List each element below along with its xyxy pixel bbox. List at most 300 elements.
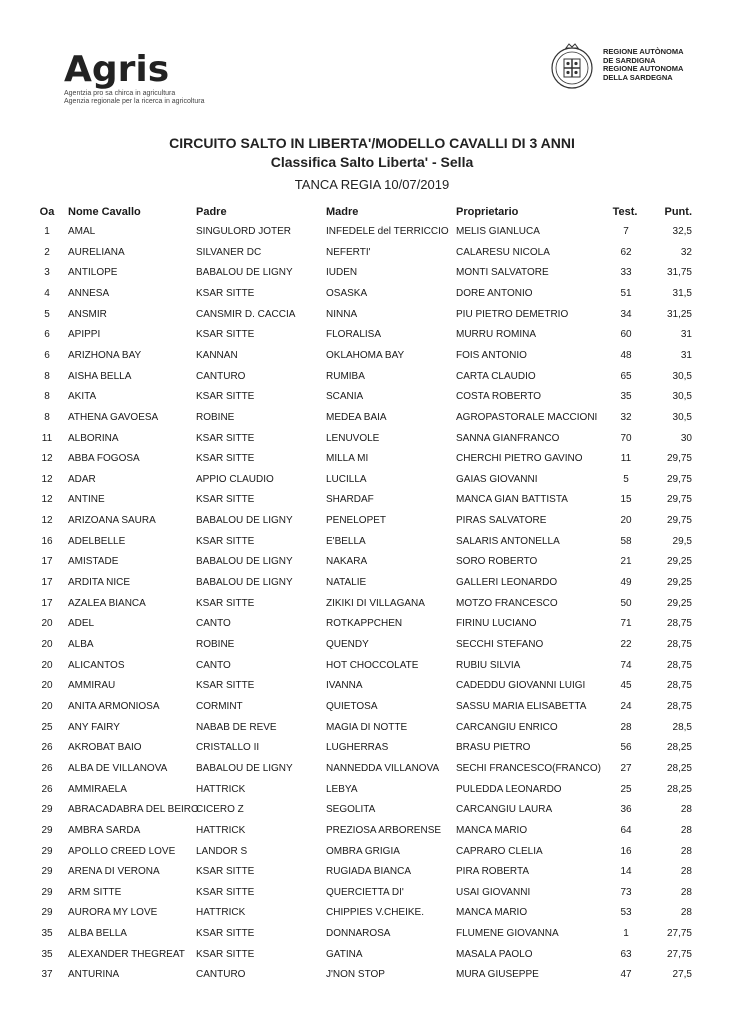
cell-prop: MASALA PAOLO — [456, 948, 533, 960]
cell-padre: CANTURO — [196, 969, 246, 981]
cell-prop: SECHI FRANCESCO(FRANCO) — [456, 762, 602, 774]
cell-punt: 29,5 — [672, 535, 692, 547]
cell-punt: 29,75 — [666, 453, 692, 465]
cell-punt: 28 — [680, 907, 692, 919]
cell-pos: 29 — [41, 886, 53, 898]
cell-name: ADAR — [68, 473, 96, 485]
cell-madre: MILLA MI — [326, 453, 369, 465]
table-row — [0, 387, 744, 408]
cell-punt: 31,5 — [672, 287, 692, 299]
cell-madre: NEFERTI' — [326, 246, 371, 258]
cell-pos: 20 — [41, 680, 53, 692]
cell-padre: CANTO — [196, 659, 231, 671]
cell-test: 16 — [620, 845, 632, 857]
cell-name: ARIZOANA SAURA — [68, 515, 156, 527]
table-row — [0, 243, 744, 264]
table-row — [0, 573, 744, 594]
logo-subtitle-italian: Agenzia regionale per la ricerca in agricoltura — [64, 98, 205, 105]
cell-pos: 12 — [41, 473, 53, 485]
cell-padre: HATTRICK — [196, 824, 246, 836]
cell-prop: GALLERI LEONARDO — [456, 577, 558, 589]
cell-punt: 30,5 — [672, 370, 692, 382]
cell-punt: 29,75 — [666, 473, 692, 485]
cell-test: 51 — [620, 287, 632, 299]
cell-prop: PIU PIETRO DEMETRIO — [456, 308, 569, 320]
cell-test: 71 — [620, 618, 632, 630]
cell-name: ALBA — [68, 639, 94, 650]
cell-test: 74 — [620, 659, 632, 671]
cell-name: APOLLO CREED LOVE — [68, 845, 176, 857]
cell-test: 32 — [620, 411, 632, 423]
cell-prop: MANCA MARIO — [456, 907, 528, 919]
cell-name: ANSMIR — [68, 308, 107, 320]
cell-pos: 25 — [41, 721, 53, 733]
cell-punt: 28 — [680, 845, 692, 857]
cell-punt: 28 — [680, 866, 692, 878]
document-subtitle: Classifica Salto Liberta' - Sella — [270, 154, 474, 170]
cell-padre: CANSMIR D. CACCIA — [196, 308, 296, 320]
cell-pos: 29 — [41, 824, 53, 836]
cell-punt: 29,75 — [666, 515, 692, 527]
cell-punt: 30,5 — [672, 391, 692, 403]
cell-name: AMISTADE — [68, 556, 119, 568]
cell-punt: 28,75 — [666, 639, 692, 650]
cell-padre: KSAR SITTE — [196, 535, 255, 547]
cell-prop: MANCA MARIO — [456, 824, 528, 836]
cell-name: AMMIRAELA — [68, 783, 127, 795]
cell-test: 36 — [620, 804, 632, 816]
cell-padre: HATTRICK — [196, 783, 246, 795]
cell-madre: OMBRA GRIGIA — [326, 845, 400, 857]
cell-punt: 31,75 — [666, 267, 692, 279]
cell-padre: KSAR SITTE — [196, 453, 255, 465]
cell-pos: 8 — [44, 370, 50, 382]
table-row — [0, 945, 744, 966]
col-header-prop: Proprietario — [456, 206, 519, 218]
table-row — [0, 883, 744, 904]
cell-test: 35 — [620, 391, 632, 403]
cell-punt: 31 — [680, 349, 692, 361]
table-row — [0, 284, 744, 305]
cell-prop: CARCANGIU ENRICO — [456, 721, 558, 733]
cell-test: 50 — [620, 597, 632, 609]
cell-punt: 28,25 — [666, 742, 692, 754]
cell-madre: LEBYA — [326, 783, 358, 795]
cell-prop: CALARESU NICOLA — [456, 246, 550, 258]
cell-madre: LENUVOLE — [326, 432, 380, 444]
cell-pos: 11 — [41, 432, 53, 444]
cell-name: AURELIANA — [68, 246, 125, 258]
cell-madre: NINNA — [326, 308, 358, 320]
event-location-date: TANCA REGIA 10/07/2019 — [294, 177, 450, 192]
cell-padre: LANDOR S — [196, 845, 248, 857]
table-row — [0, 614, 744, 635]
cell-madre: ZIKIKI DI VILLAGANA — [326, 597, 425, 609]
cell-padre: HATTRICK — [196, 907, 246, 919]
cell-pos: 26 — [41, 762, 53, 774]
cell-padre: CANTURO — [196, 370, 246, 382]
cell-prop: RUBIU SILVIA — [456, 659, 521, 671]
cell-prop: MURA GIUSEPPE — [456, 969, 539, 981]
cell-pos: 12 — [41, 515, 53, 527]
cell-test: 22 — [620, 639, 632, 650]
cell-test: 60 — [620, 329, 632, 341]
table-row — [0, 532, 744, 553]
cell-padre: BABALOU DE LIGNY — [196, 762, 293, 774]
cell-test: 28 — [620, 721, 632, 733]
cell-test: 33 — [620, 267, 632, 279]
cell-prop: CARCANGIU LAURA — [456, 804, 553, 816]
cell-test: 56 — [620, 742, 632, 754]
cell-pos: 12 — [41, 494, 53, 506]
cell-padre: APPIO CLAUDIO — [196, 473, 274, 485]
cell-pos: 6 — [44, 349, 50, 361]
cell-padre: SILVANER DC — [196, 246, 262, 258]
table-row — [0, 924, 744, 945]
cell-punt: 28,5 — [672, 721, 692, 733]
cell-padre: KSAR SITTE — [196, 432, 255, 444]
cell-test: 64 — [620, 824, 632, 836]
cell-prop: CARTA CLAUDIO — [456, 370, 536, 382]
cell-padre: KSAR SITTE — [196, 287, 255, 299]
cell-pos: 26 — [41, 742, 53, 754]
cell-name: ALBA DE VILLANOVA — [68, 762, 168, 774]
cell-padre: CRISTALLO II — [196, 742, 260, 754]
cell-prop: SECCHI STEFANO — [456, 639, 544, 650]
cell-madre: PENELOPET — [326, 515, 387, 527]
table-row — [0, 656, 744, 677]
cell-name: ALBA BELLA — [68, 928, 127, 940]
cell-test: 49 — [620, 577, 632, 589]
table-row — [0, 511, 744, 532]
cell-prop: MOTZO FRANCESCO — [456, 597, 558, 609]
region-line-2: DE SARDIGNA — [603, 55, 656, 65]
logo-subtitle-sardinian: Agentzia pro sa chirca in agricultura — [64, 90, 176, 97]
cell-test: 14 — [620, 866, 632, 878]
cell-punt: 28 — [680, 886, 692, 898]
cell-pos: 16 — [41, 535, 53, 547]
cell-punt: 32,5 — [672, 226, 692, 237]
cell-madre: SCANIA — [326, 391, 364, 403]
cell-name: AMAL — [68, 226, 96, 237]
cell-padre: KSAR SITTE — [196, 391, 255, 403]
cell-madre: INFEDELE del TERRICCIO — [326, 226, 449, 237]
cell-madre: NAKARA — [326, 556, 368, 568]
cell-test: 34 — [620, 308, 632, 320]
cell-padre: KANNAN — [196, 349, 238, 361]
cell-prop: DORE ANTONIO — [456, 287, 533, 299]
table-row — [0, 594, 744, 615]
cell-madre: MEDEA BAIA — [326, 411, 387, 423]
cell-punt: 27,75 — [666, 928, 692, 940]
cell-name: ALBORINA — [68, 432, 119, 444]
cell-test: 63 — [620, 948, 632, 960]
cell-test: 7 — [623, 226, 629, 237]
table-row — [0, 325, 744, 346]
cell-madre: QUERCIETTA DI' — [326, 886, 404, 898]
cell-padre: NABAB DE REVE — [196, 721, 277, 733]
cell-prop: CHERCHI PIETRO GAVINO — [456, 453, 583, 465]
cell-padre: KSAR SITTE — [196, 928, 255, 940]
cell-punt: 28 — [680, 824, 692, 836]
cell-name: ANTINE — [68, 494, 105, 506]
cell-punt: 29,25 — [666, 597, 692, 609]
cell-pos: 20 — [41, 700, 53, 712]
cell-prop: COSTA ROBERTO — [456, 391, 542, 403]
table-row — [0, 780, 744, 801]
cell-padre: CANTO — [196, 618, 231, 630]
cell-padre: KSAR SITTE — [196, 866, 255, 878]
cell-punt: 28,75 — [666, 680, 692, 692]
cell-madre: FLORALISA — [326, 329, 382, 341]
cell-test: 5 — [623, 473, 629, 485]
table-row — [0, 367, 744, 388]
cell-punt: 29,25 — [666, 577, 692, 589]
cell-madre: J'NON STOP — [326, 969, 385, 981]
cell-name: ABRACADABRA DEL BEIRO — [68, 804, 199, 816]
cell-punt: 27,75 — [666, 948, 692, 960]
cell-pos: 29 — [41, 907, 53, 919]
cell-prop: FIRINU LUCIANO — [456, 618, 537, 630]
col-header-pos: Oa — [39, 206, 55, 218]
cell-pos: 29 — [41, 845, 53, 857]
cell-prop: MURRU ROMINA — [456, 329, 536, 341]
cell-madre: SHARDAF — [326, 494, 374, 506]
region-name — [603, 48, 684, 82]
cell-pos: 1 — [44, 226, 50, 237]
cell-name: ANNESA — [68, 287, 110, 299]
cell-test: 45 — [620, 680, 632, 692]
cell-name: AKITA — [68, 391, 97, 403]
region-line-3: REGIONE AUTONOMA — [603, 64, 684, 74]
cell-test: 47 — [620, 969, 632, 981]
cell-prop: PULEDDA LEONARDO — [456, 783, 562, 795]
cell-madre: QUENDY — [326, 639, 369, 650]
col-header-test: Test. — [612, 206, 638, 218]
cell-name: AZALEA BIANCA — [68, 597, 146, 609]
cell-madre: OKLAHOMA BAY — [326, 349, 405, 361]
cell-prop: GAIAS GIOVANNI — [456, 473, 538, 485]
cell-pos: 8 — [44, 391, 50, 403]
cell-test: 62 — [620, 246, 632, 258]
cell-padre: SINGULORD JOTER — [196, 226, 292, 237]
cell-padre: BABALOU DE LIGNY — [196, 267, 293, 279]
cell-pos: 35 — [41, 928, 53, 940]
cell-name: AKROBAT BAIO — [68, 742, 142, 754]
cell-test: 73 — [620, 886, 632, 898]
cell-madre: OSASKA — [326, 287, 368, 299]
cell-prop: FOIS ANTONIO — [456, 349, 527, 361]
table-row — [0, 697, 744, 718]
cell-name: ARENA DI VERONA — [68, 866, 160, 878]
table-row — [0, 842, 744, 863]
table-row — [0, 552, 744, 573]
cell-test: 15 — [620, 494, 632, 506]
cell-madre: CHIPPIES V.CHEIKE. — [326, 907, 424, 919]
cell-name: ATHENA GAVOESA — [68, 411, 159, 423]
cell-name: ADELBELLE — [68, 535, 126, 547]
cell-prop: SALARIS ANTONELLA — [456, 535, 560, 547]
cell-punt: 28,75 — [666, 659, 692, 671]
cell-name: ARIZHONA BAY — [68, 349, 142, 361]
cell-pos: 37 — [41, 969, 53, 981]
table-row — [0, 429, 744, 450]
cell-prop: USAI GIOVANNI — [456, 886, 531, 898]
cell-madre: PREZIOSA ARBORENSE — [326, 824, 442, 836]
cell-pos: 17 — [41, 597, 53, 609]
cell-test: 21 — [620, 556, 632, 568]
cell-punt: 29,25 — [666, 556, 692, 568]
cell-punt: 30,5 — [672, 411, 692, 423]
cell-madre: DONNAROSA — [326, 928, 391, 940]
cell-padre: ROBINE — [196, 639, 235, 650]
cell-punt: 28,25 — [666, 783, 692, 795]
cell-pos: 17 — [41, 577, 53, 589]
cell-test: 20 — [620, 515, 632, 527]
cell-prop: PIRA ROBERTA — [456, 866, 529, 878]
region-line-4: DELLA SARDEGNA — [603, 72, 673, 82]
cell-test: 48 — [620, 349, 632, 361]
cell-test: 25 — [620, 783, 632, 795]
cell-prop: SASSU MARIA ELISABETTA — [456, 700, 587, 712]
cell-pos: 26 — [41, 783, 53, 795]
cell-name: ANITA ARMONIOSA — [68, 700, 160, 712]
document-title: CIRCUITO SALTO IN LIBERTA'/MODELLO CAVALLI DI 3 ANNI — [169, 135, 575, 151]
cell-madre: RUMIBA — [326, 370, 365, 382]
region-line-1: REGIONE AUTÒNOMA — [603, 47, 684, 56]
cell-punt: 31,25 — [666, 308, 692, 320]
cell-madre: SEGOLITA — [326, 804, 376, 816]
cell-madre: NATALIE — [326, 577, 367, 589]
cell-name: APIPPI — [68, 329, 101, 341]
cell-prop: CAPRARO CLELIA — [456, 845, 543, 857]
region-seal-icon — [549, 42, 595, 92]
cell-test: 65 — [620, 370, 632, 382]
cell-test: 27 — [620, 762, 632, 774]
table-row — [0, 263, 744, 284]
cell-madre: LUGHERRAS — [326, 742, 389, 754]
cell-name: ANTURINA — [68, 969, 120, 981]
table-row — [0, 800, 744, 821]
cell-test: 53 — [620, 907, 632, 919]
cell-punt: 28,75 — [666, 618, 692, 630]
cell-padre: BABALOU DE LIGNY — [196, 556, 293, 568]
cell-padre: KSAR SITTE — [196, 494, 255, 506]
cell-madre: NANNEDDA VILLANOVA — [326, 762, 440, 774]
cell-pos: 35 — [41, 948, 53, 960]
table-row — [0, 449, 744, 470]
cell-prop: CADEDDU GIOVANNI LUIGI — [456, 680, 586, 692]
cell-madre: LUCILLA — [326, 473, 367, 485]
cell-punt: 28,75 — [666, 700, 692, 712]
cell-padre: CICERO Z — [196, 804, 244, 816]
cell-name: ADEL — [68, 618, 95, 630]
cell-name: ALEXANDER THEGREAT — [68, 948, 185, 960]
cell-madre: HOT CHOCCOLATE — [326, 659, 419, 671]
cell-name: AMMIRAU — [68, 680, 116, 692]
cell-punt: 27,5 — [672, 969, 692, 981]
table-row — [0, 965, 744, 986]
table-row — [0, 903, 744, 924]
col-header-name: Nome Cavallo — [68, 206, 141, 218]
cell-punt: 28 — [680, 804, 692, 816]
cell-name: ANY FAIRY — [68, 721, 120, 733]
agris-logo — [64, 50, 204, 106]
cell-madre: IVANNA — [326, 680, 363, 692]
cell-punt: 28,25 — [666, 762, 692, 774]
table-row — [0, 305, 744, 326]
cell-padre: KSAR SITTE — [196, 948, 255, 960]
cell-test: 24 — [620, 700, 632, 712]
cell-madre: MAGIA DI NOTTE — [326, 721, 408, 733]
cell-name: AISHA BELLA — [68, 370, 132, 382]
table-row — [0, 718, 744, 739]
cell-name: AMBRA SARDA — [68, 824, 141, 836]
cell-padre: KSAR SITTE — [196, 886, 255, 898]
cell-name: ABBA FOGOSA — [68, 453, 140, 465]
cell-name: ALICANTOS — [68, 659, 125, 671]
cell-punt: 29,75 — [666, 494, 692, 506]
cell-prop: MANCA GIAN BATTISTA — [456, 494, 568, 506]
cell-padre: ROBINE — [196, 411, 235, 423]
cell-prop: PIRAS SALVATORE — [456, 515, 547, 527]
cell-madre: GATINA — [326, 948, 363, 960]
cell-name: ARDITA NICE — [68, 577, 131, 589]
table-row — [0, 222, 744, 243]
cell-padre: CORMINT — [196, 700, 243, 712]
cell-padre: KSAR SITTE — [196, 329, 255, 341]
cell-madre: E'BELLA — [326, 535, 366, 547]
cell-madre: RUGIADA BIANCA — [326, 866, 412, 878]
cell-pos: 12 — [41, 453, 53, 465]
cell-pos: 20 — [41, 639, 53, 650]
cell-pos: 8 — [44, 411, 50, 423]
cell-name: ARM SITTE — [68, 886, 122, 898]
cell-padre: BABALOU DE LIGNY — [196, 515, 293, 527]
table-row — [0, 490, 744, 511]
table-row — [0, 821, 744, 842]
cell-prop: SORO ROBERTO — [456, 556, 538, 568]
cell-prop: MONTI SALVATORE — [456, 267, 549, 279]
cell-madre: ROTKAPPCHEN — [326, 618, 403, 630]
cell-pos: 20 — [41, 659, 53, 671]
cell-prop: SANNA GIANFRANCO — [456, 432, 560, 444]
col-header-madre: Madre — [326, 206, 359, 218]
table-row — [0, 738, 744, 759]
cell-name: AURORA MY LOVE — [68, 907, 158, 919]
cell-pos: 2 — [44, 246, 50, 258]
cell-pos: 20 — [41, 618, 53, 630]
cell-pos: 29 — [41, 866, 53, 878]
cell-madre: QUIETOSA — [326, 700, 378, 712]
cell-prop: AGROPASTORALE MACCIONI — [456, 411, 598, 423]
col-header-padre: Padre — [196, 206, 227, 218]
cell-pos: 3 — [44, 267, 50, 279]
cell-padre: KSAR SITTE — [196, 680, 255, 692]
cell-name: ANTILOPE — [68, 267, 118, 279]
table-row — [0, 635, 744, 656]
cell-madre: IUDEN — [326, 267, 358, 279]
cell-pos: 17 — [41, 556, 53, 568]
cell-pos: 29 — [41, 804, 53, 816]
cell-punt: 30 — [680, 432, 692, 444]
cell-prop: FLUMENE GIOVANNA — [456, 928, 559, 940]
table-row — [0, 470, 744, 491]
cell-prop: MELIS GIANLUCA — [456, 226, 540, 237]
cell-punt: 32 — [680, 246, 692, 258]
cell-pos: 4 — [44, 287, 50, 299]
cell-padre: BABALOU DE LIGNY — [196, 577, 293, 589]
